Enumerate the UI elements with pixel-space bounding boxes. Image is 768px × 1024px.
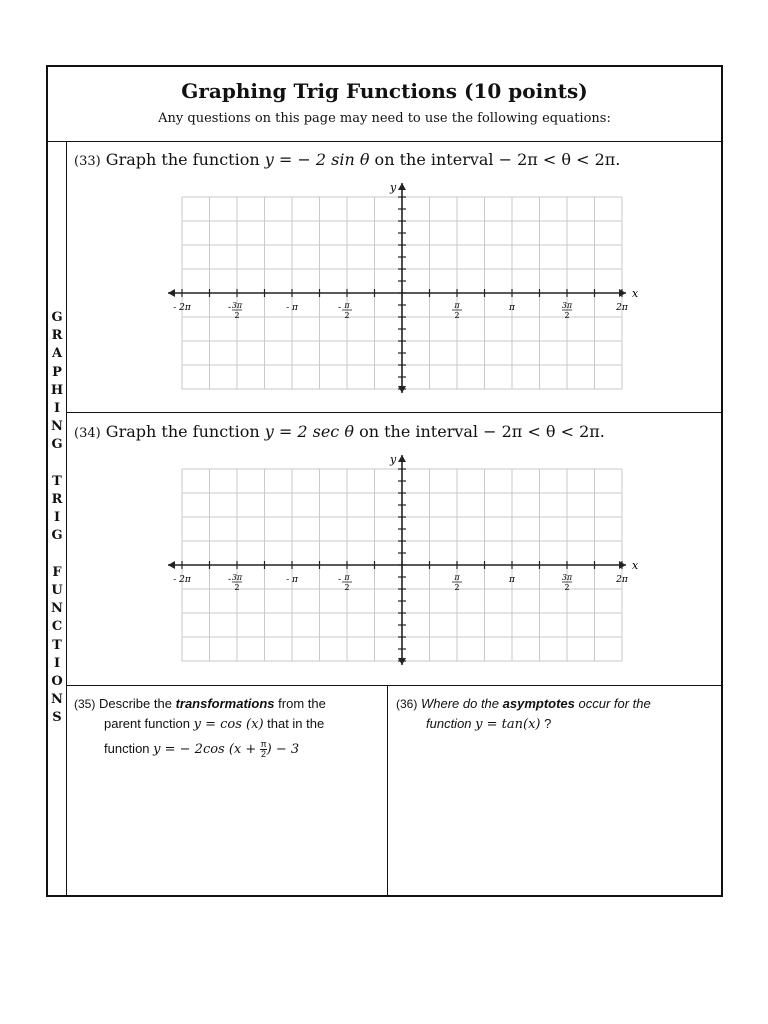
question-35-line-1 bbox=[74, 694, 379, 714]
tick-label-denominator: 2 bbox=[234, 583, 240, 592]
y-axis-label: y bbox=[390, 453, 397, 466]
y-arrow bbox=[398, 455, 406, 462]
sidebar-letter: S bbox=[52, 710, 62, 726]
tick-label-sign: - bbox=[337, 575, 342, 585]
prompt-text: Graph the function bbox=[105, 422, 265, 441]
question-number: (36) bbox=[396, 697, 418, 711]
function-expression: y = tan(x) bbox=[475, 717, 541, 732]
y-arrow bbox=[398, 183, 406, 190]
transformed-function-tail: ) − 3 bbox=[266, 742, 300, 757]
text: that in the bbox=[263, 716, 325, 731]
tick-label-numerator: 3π bbox=[561, 301, 573, 310]
sidebar-letter: I bbox=[53, 401, 61, 416]
sidebar-letter: R bbox=[51, 492, 63, 507]
coordinate-grid-34[interactable] bbox=[154, 449, 639, 669]
worksheet bbox=[46, 65, 723, 897]
tick-label: 2π bbox=[616, 303, 628, 313]
sidebar-letter: N bbox=[51, 692, 63, 708]
x-axis-label: x bbox=[632, 559, 639, 572]
tick-label-sign: - bbox=[337, 303, 342, 313]
sidebar-letter: O bbox=[51, 674, 63, 689]
y-axis-label: y bbox=[390, 181, 397, 194]
sidebar-letter: I bbox=[53, 655, 61, 671]
prompt-text: Graph the function bbox=[105, 150, 265, 169]
question-36-line-1 bbox=[396, 694, 713, 714]
text: Describe the bbox=[98, 696, 176, 711]
tick-label-numerator: π bbox=[454, 301, 460, 310]
sidebar-letter: I bbox=[53, 510, 61, 526]
question-34 bbox=[66, 413, 721, 686]
text: function bbox=[104, 741, 154, 756]
tick-label-denominator: 2 bbox=[234, 311, 240, 320]
tick-label-numerator: π bbox=[344, 301, 350, 310]
x-arrow-left bbox=[168, 289, 175, 297]
tick-label: - π bbox=[286, 303, 298, 313]
sidebar-letter: T bbox=[52, 637, 62, 653]
tick-label-denominator: 2 bbox=[344, 583, 350, 592]
function-expression: y = 2 sec θ bbox=[264, 422, 354, 441]
page-subtitle: Any questions on this page may need to use the following equations: bbox=[158, 111, 611, 126]
tick-label-numerator: 3π bbox=[561, 573, 573, 582]
question-number: (33) bbox=[74, 154, 101, 169]
text: Where do the bbox=[420, 696, 503, 711]
function-expression: y = − 2 sin θ bbox=[264, 150, 370, 169]
sidebar-letter: H bbox=[50, 382, 64, 398]
question-34-prompt bbox=[74, 422, 605, 441]
tick-label-sign: - bbox=[227, 575, 232, 585]
tick-label: 2π bbox=[616, 575, 628, 585]
page-title: Graphing Trig Functions (10 points) bbox=[181, 79, 588, 103]
tick-label-numerator: π bbox=[344, 573, 350, 582]
worksheet-header bbox=[48, 67, 721, 142]
vertical-section-label bbox=[48, 141, 67, 895]
tick-label-numerator: π bbox=[454, 573, 460, 582]
question-number: (34) bbox=[74, 426, 101, 441]
question-number: (35) bbox=[74, 697, 96, 711]
transformed-function: y = − 2cos (x + bbox=[153, 742, 261, 757]
x-arrow-left bbox=[168, 561, 175, 569]
bold-term: transformations bbox=[175, 696, 275, 711]
parent-function: y = cos (x) bbox=[193, 717, 264, 732]
text: from the bbox=[274, 696, 326, 711]
sidebar-letter: U bbox=[51, 583, 63, 598]
tick-label: π bbox=[509, 575, 515, 585]
question-33-prompt bbox=[74, 150, 620, 169]
question-33 bbox=[66, 141, 721, 413]
question-36-line-2 bbox=[396, 714, 713, 735]
tick-label: - 2π bbox=[173, 575, 191, 585]
question-35[interactable] bbox=[66, 686, 388, 895]
text: occur for the bbox=[574, 696, 651, 711]
bold-term: asymptotes bbox=[502, 696, 575, 711]
tick-label-denominator: 2 bbox=[454, 583, 460, 592]
sidebar-letter: R bbox=[51, 328, 63, 344]
sidebar-letter: C bbox=[51, 619, 63, 635]
sidebar-letter: G bbox=[51, 437, 63, 453]
sidebar-letter: P bbox=[52, 364, 62, 380]
text: function bbox=[426, 716, 476, 731]
tick-label: π bbox=[509, 303, 515, 313]
fraction-numerator: π bbox=[260, 739, 267, 750]
text: ? bbox=[540, 716, 552, 731]
fraction-denominator: 2 bbox=[261, 749, 267, 760]
sidebar-letter: N bbox=[51, 419, 63, 435]
sidebar-letter: G bbox=[51, 310, 63, 325]
tick-label-denominator: 2 bbox=[564, 583, 570, 592]
sidebar-letter: A bbox=[51, 346, 63, 362]
sidebar-letter: F bbox=[52, 564, 62, 580]
x-axis-label: x bbox=[632, 287, 639, 300]
sidebar-letter: G bbox=[51, 528, 63, 544]
sidebar-letter: T bbox=[52, 473, 62, 489]
tick-label-denominator: 2 bbox=[564, 311, 570, 320]
tick-label-numerator: 3π bbox=[231, 573, 243, 582]
interval-text: on the interval − 2π < θ < 2π. bbox=[353, 422, 605, 441]
interval-text: on the interval − 2π < θ < 2π. bbox=[369, 150, 621, 169]
tick-label-denominator: 2 bbox=[344, 311, 350, 320]
sidebar-letter: N bbox=[51, 601, 63, 617]
question-35-line-2 bbox=[74, 714, 379, 735]
tick-label: - 2π bbox=[173, 303, 191, 313]
questions-35-36 bbox=[66, 686, 721, 895]
coordinate-grid-33[interactable] bbox=[154, 177, 639, 397]
tick-label-numerator: 3π bbox=[231, 301, 243, 310]
tick-label-sign: - bbox=[227, 303, 232, 313]
text: parent function bbox=[104, 716, 194, 731]
question-36[interactable] bbox=[388, 686, 721, 895]
tick-label-denominator: 2 bbox=[454, 311, 460, 320]
tick-label: - π bbox=[286, 575, 298, 585]
question-35-line-3 bbox=[74, 739, 379, 760]
